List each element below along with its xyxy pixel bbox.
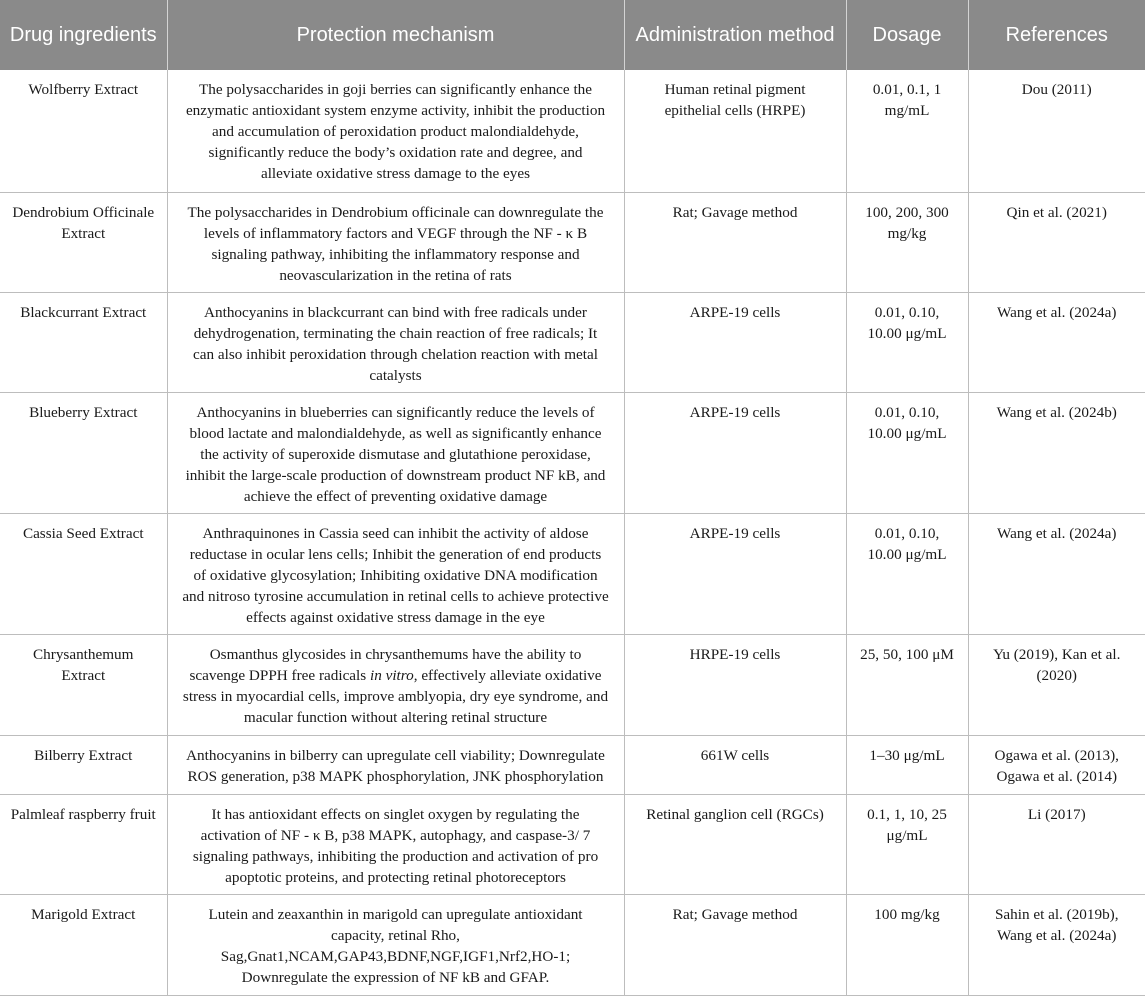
table-row [0, 894, 1145, 995]
drug-cell: Blackcurrant Extract [0, 292, 167, 392]
references-cell: Ogawa et al. (2013), Ogawa et al. (2014) [968, 735, 1145, 794]
drug-cell: Palmleaf raspberry fruit [0, 794, 167, 894]
header-references: References [968, 0, 1145, 70]
mechanism-cell [167, 634, 624, 735]
drug-cell: Blueberry Extract [0, 392, 167, 513]
mechanism-cell: The polysaccharides in Dendrobium officinale can downregulate the levels of inflammatory factors and VEGF through the NF - κ B signaling pathway, inhibiting the inflammatory response and neovascularization in the retina of rats [167, 192, 624, 292]
mechanism-cell: Anthocyanins in blackcurrant can bind with free radicals under dehydrogenation, terminating the chain reaction of free radicals; It can also inhibit peroxidation through chelation reaction with metal catalysts [167, 292, 624, 392]
references-cell: Sahin et al. (2019b), Wang et al. (2024a) [968, 894, 1145, 995]
mechanism-italic-text: in vitro [369, 666, 414, 684]
method-cell: ARPE-19 cells [624, 513, 846, 634]
table-row [0, 794, 1145, 894]
header-dosage: Dosage [846, 0, 968, 70]
table-row [0, 513, 1145, 634]
method-cell: Rat; Gavage method [624, 192, 846, 292]
table-row [0, 292, 1145, 392]
dosage-cell: 0.1, 1, 10, 25 μg/mL [846, 794, 968, 894]
references-cell: Wang et al. (2024a) [968, 513, 1145, 634]
method-cell: 661W cells [624, 735, 846, 794]
mechanism-cell: Lutein and zeaxanthin in marigold can upregulate antioxidant capacity, retinal Rho, Sag,Gnat1,NCAM,GAP43,BDNF,NGF,IGF1,Nrf2,HO-1; Downregulate the expression of NF kB and GFAP. [167, 894, 624, 995]
drug-cell: Chrysanthemum Extract [0, 634, 167, 735]
table-row [0, 634, 1145, 735]
mechanism-cell: It has antioxidant effects on singlet oxygen by regulating the activation of NF - κ B, p38 MAPK, autophagy, and caspase-3/ 7 signaling pathways, inhibiting the production and activation of pro apoptotic proteins, and protecting retinal photoreceptors [167, 794, 624, 894]
references-cell: Li (2017) [968, 794, 1145, 894]
references-cell: Yu (2019), Kan et al. (2020) [968, 634, 1145, 735]
references-cell: Qin et al. (2021) [968, 192, 1145, 292]
method-cell: HRPE-19 cells [624, 634, 846, 735]
mechanism-cell: The polysaccharides in goji berries can significantly enhance the enzymatic antioxidant system enzyme activity, inhibit the production and accumulation of peroxidation product malondialdehyde, significantly reduce the body’s oxidation rate and degree, and alleviate oxidative stress damage to the eyes [167, 70, 624, 192]
header-drug-ingredients: Drug ingredients [0, 0, 167, 70]
references-cell: Wang et al. (2024a) [968, 292, 1145, 392]
dosage-cell: 0.01, 0.10, 10.00 μg/mL [846, 292, 968, 392]
table-row [0, 192, 1145, 292]
drug-cell: Wolfberry Extract [0, 70, 167, 192]
references-cell: Dou (2011) [968, 70, 1145, 192]
table-row [0, 392, 1145, 513]
header-protection-mechanism: Protection mechanism [167, 0, 624, 70]
dosage-cell: 25, 50, 100 μM [846, 634, 968, 735]
dosage-cell: 1–30 μg/mL [846, 735, 968, 794]
dosage-cell: 100 mg/kg [846, 894, 968, 995]
mechanism-cell: Anthocyanins in bilberry can upregulate cell viability; Downregulate ROS generation, p38 MAPK phosphorylation, JNK phosphorylation [167, 735, 624, 794]
dosage-cell: 0.01, 0.10, 10.00 μg/mL [846, 392, 968, 513]
drug-cell: Cassia Seed Extract [0, 513, 167, 634]
method-cell: Rat; Gavage method [624, 894, 846, 995]
mechanism-text: Osmanthus glycosides in chrysanthemums have the ability to scavenge DPPH free radicals [189, 645, 582, 684]
header-administration-method: Administration method [624, 0, 846, 70]
table-header-row [0, 0, 1145, 70]
dosage-cell: 0.01, 0.1, 1 mg/mL [846, 70, 968, 192]
method-cell: Human retinal pigment epithelial cells (HRPE) [624, 70, 846, 192]
mechanism-cell: Anthocyanins in blueberries can significantly reduce the levels of blood lactate and malondialdehyde, as well as significantly enhance the activity of superoxide dismutase and glutathione peroxidase, inhibit the large-scale production of downstream product NF kB, and achieve the effect of preventing oxidative damage [167, 392, 624, 513]
dosage-cell: 100, 200, 300 mg/kg [846, 192, 968, 292]
table-row [0, 70, 1145, 192]
method-cell: ARPE-19 cells [624, 292, 846, 392]
method-cell: Retinal ganglion cell (RGCs) [624, 794, 846, 894]
drug-cell: Dendrobium Officinale Extract [0, 192, 167, 292]
references-cell: Wang et al. (2024b) [968, 392, 1145, 513]
dosage-cell: 0.01, 0.10, 10.00 μg/mL [846, 513, 968, 634]
table-row [0, 735, 1145, 794]
method-cell: ARPE-19 cells [624, 392, 846, 513]
drug-cell: Marigold Extract [0, 894, 167, 995]
mechanism-text: , effectively alleviate oxidative stress in myocardial cells, improve amblyopia, dry eye syndrome, and macular function without altering retinal structure [182, 666, 609, 726]
drug-cell: Bilberry Extract [0, 735, 167, 794]
mechanism-cell: Anthraquinones in Cassia seed can inhibit the activity of aldose reductase in ocular lens cells; Inhibit the generation of end products of oxidative glycosylation; Inhibiting oxidative DNA modification and nitroso tyrosine accumulation in retinal cells to achieve protective effects against oxidative stress damage in the eye [167, 513, 624, 634]
